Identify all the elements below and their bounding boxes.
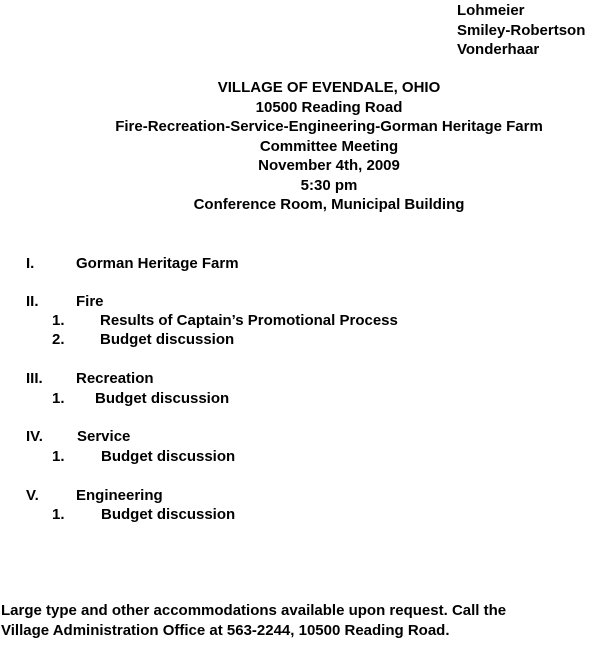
section-numeral: V. xyxy=(26,487,39,504)
committee-name: Fire-Recreation-Service-Engineering-Gorman Heritage Farm xyxy=(115,118,543,135)
item-text: Budget discussion xyxy=(100,331,235,348)
item-number: 1. xyxy=(52,312,65,329)
section-title: Gorman Heritage Farm xyxy=(76,255,239,272)
item-number: 2. xyxy=(52,331,65,348)
item-number: 1. xyxy=(52,390,65,407)
item-number: 1. xyxy=(52,506,65,523)
section-numeral: IV. xyxy=(26,428,43,445)
member-name: Smiley-Robertson xyxy=(457,21,586,39)
document-header xyxy=(0,78,609,215)
section-title: Service xyxy=(77,428,131,445)
section-numeral: III. xyxy=(26,370,43,387)
section-title: Engineering xyxy=(76,487,163,504)
committee-members xyxy=(457,1,585,60)
section-numeral: I. xyxy=(26,255,35,272)
item-text: Results of Captain’s Promotional Process xyxy=(100,312,398,329)
item-text: Budget discussion xyxy=(101,448,236,465)
footer-line: Large type and other accommodations available upon request. Call the xyxy=(1,602,507,619)
section-title: Recreation xyxy=(76,370,154,387)
village-name: VILLAGE OF EVENDALE, OHIO xyxy=(217,79,441,96)
item-text: Budget discussion xyxy=(95,390,230,407)
footer-line: Village Administration Office at 563-2244, 10500 Reading Road. xyxy=(1,621,450,639)
village-address: 10500 Reading Road xyxy=(255,98,403,116)
accommodations-note xyxy=(1,601,506,640)
section-numeral: II. xyxy=(26,293,39,310)
meeting-date: November 4th, 2009 xyxy=(258,157,400,174)
member-name: Vonderhaar xyxy=(457,41,540,58)
section-title: Fire xyxy=(76,293,104,310)
item-number: 1. xyxy=(52,448,65,465)
meeting-location: Conference Room, Municipal Building xyxy=(193,196,465,213)
meeting-type: Committee Meeting xyxy=(259,137,399,155)
item-text: Budget discussion xyxy=(101,506,236,523)
member-name: Lohmeier xyxy=(457,2,525,19)
meeting-time: 5:30 pm xyxy=(300,176,358,194)
